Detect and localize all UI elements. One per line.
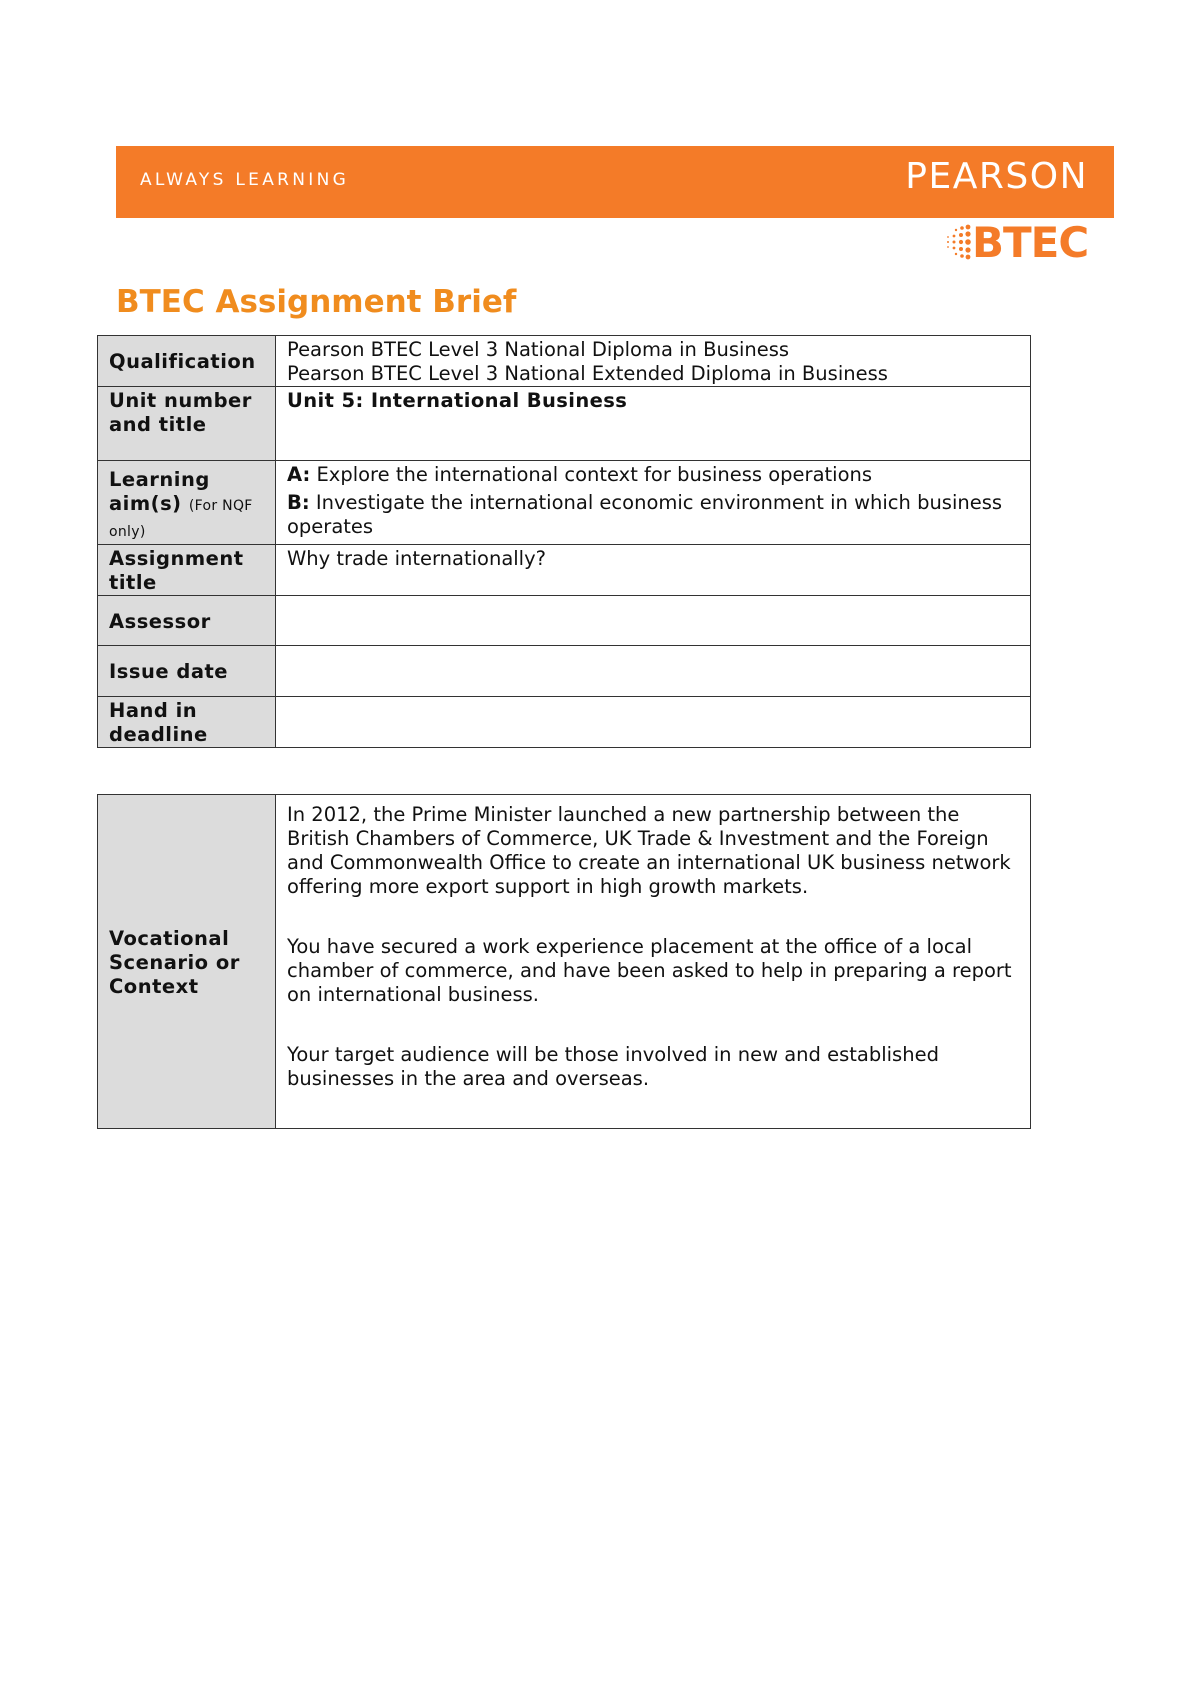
scenario-paragraph-3: Your target audience will be those involved in new and established businesses in the area and overseas.: [287, 1043, 939, 1090]
qualification-line-1: Pearson BTEC Level 3 National Diploma in Business: [287, 338, 790, 361]
row-learning-aims: [98, 461, 1031, 545]
header-banner: [116, 146, 1114, 218]
scenario-table: [97, 794, 1031, 1129]
row-unit: [98, 387, 1031, 461]
row-assessor: [98, 596, 1031, 646]
unit-value: Unit 5: International Business: [276, 387, 1031, 461]
issue-date-value: [276, 646, 1031, 697]
btec-wordmark: BTEC: [972, 218, 1089, 267]
aim-b-text: Investigate the international economic environment in which business operates: [287, 491, 1003, 538]
issue-date-label: Issue date: [98, 646, 276, 697]
aim-b: [287, 491, 1020, 539]
qualification-value: [276, 336, 1031, 387]
assessor-label: Assessor: [98, 596, 276, 646]
assessor-value: [276, 596, 1031, 646]
scenario-label: Vocational Scenario or Context: [98, 795, 276, 1129]
assignment-title-label: Assignment title: [98, 545, 276, 596]
aim-a-text: Explore the international context for business operations: [316, 463, 873, 486]
row-scenario: [98, 795, 1031, 1129]
row-hand-in-deadline: [98, 697, 1031, 748]
unit-label: Unit number and title: [98, 387, 276, 461]
aim-a: [287, 463, 1020, 487]
row-assignment-title: [98, 545, 1031, 596]
learning-aims-note: (For NQF only): [109, 498, 253, 540]
qualification-line-2: Pearson BTEC Level 3 National Extended Diploma in Business: [287, 362, 888, 385]
hand-in-deadline-value: [276, 697, 1031, 748]
row-issue-date: [98, 646, 1031, 697]
scenario-value: [276, 795, 1031, 1129]
hand-in-deadline-label: Hand in deadline: [98, 697, 276, 748]
pearson-logo: PEARSON: [905, 156, 1088, 197]
qualification-label: Qualification: [98, 336, 276, 387]
aim-b-key: B:: [287, 491, 310, 514]
row-qualification: [98, 336, 1031, 387]
page-title: BTEC Assignment Brief: [116, 284, 517, 320]
btec-dots-icon: [946, 222, 974, 264]
scenario-paragraph-2: You have secured a work experience placement at the office of a local chamber of commerce, and have been asked to help in preparing a report on international business.: [287, 935, 1012, 1006]
learning-aims-label: [98, 461, 276, 545]
learning-aims-label-text: Learning aim(s): [109, 468, 210, 515]
assignment-title-value: Why trade internationally?: [276, 545, 1031, 596]
btec-logo: [946, 218, 1096, 268]
learning-aims-value: [276, 461, 1031, 545]
scenario-paragraph-1: In 2012, the Prime Minister launched a new partnership between the British Chambers of Commerce, UK Trade & Investment and the Foreign and Commonwealth Office to create an international UK business network offering more export support in high growth markets.: [287, 803, 1011, 898]
aim-a-key: A:: [287, 463, 311, 486]
info-table: [97, 335, 1031, 748]
tagline: ALWAYS LEARNING: [140, 170, 350, 190]
